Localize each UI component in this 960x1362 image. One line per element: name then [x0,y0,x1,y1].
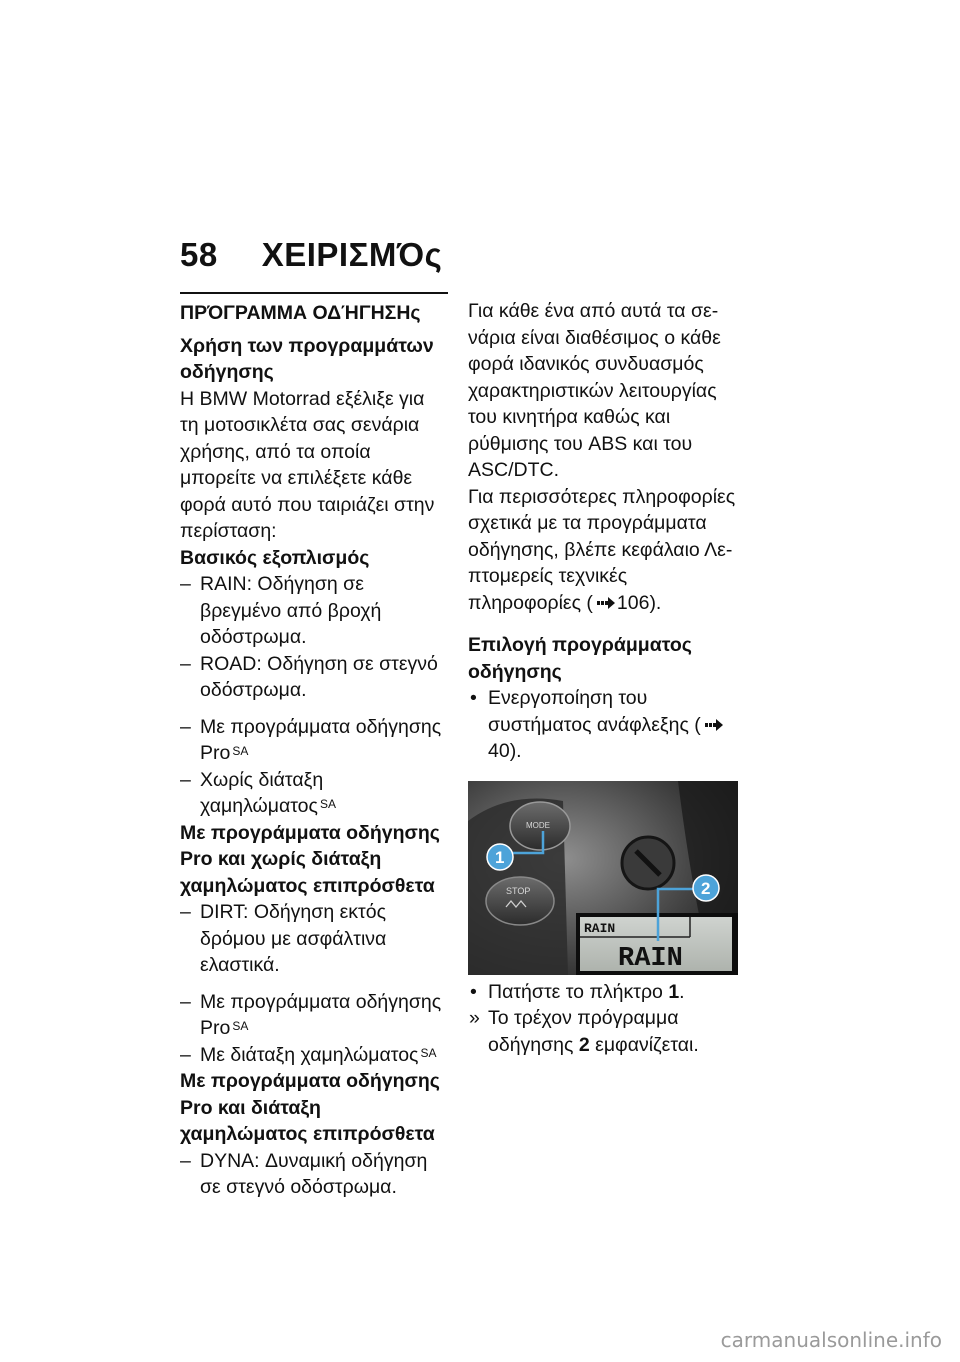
display-mode-large: RAIN [618,943,683,974]
left-column [180,292,448,1201]
step-ignition: • Ενεργοποίηση του συστήματος ανάφλεξης (40). [468,685,736,765]
section-title: ΠΡΌΓΡΑΜΜΑ ΟΔΉΓΗΣΗς [180,292,448,327]
handlebar-figure [468,781,738,975]
list-item-dirt: – DIRT: Οδήγηση εκτός δρόμου με ασφάλτινα ελαστικά. [180,899,448,979]
subhead-usage: Χρήση των προγραμμάτων οδήγησης [180,334,434,383]
page-ref-arrow-icon [705,719,723,731]
callout-2: 2 [701,878,711,898]
subhead-select-mode: Επιλογή προγράμματος οδήγησης [468,634,692,683]
page-ref-arrow-icon [597,597,615,609]
subhead-basic: Βασικός εξοπλισμός [180,546,370,569]
intro-paragraph: Η BMW Motorrad εξέλιξε για τη μοτοσικλέτα σας σενάρια χρήσης, από τα οποία μπορείτε να επιλέξετε κάθε φορά αυτό που ταιριάζει στην περίσταση: [180,387,435,542]
list-item-pro-2: – Με προγράμματα οδήγησης Pro $^{SA}$ [180,989,448,1042]
list-item-pro: – Με προγράμματα οδήγησης Pro $^{SA}$ [180,714,448,767]
list-item-no-lowering: – Χωρίς διάταξη χαμηλώματος $^{SA}$ [180,767,448,820]
display-mode-small: RAIN [584,920,616,936]
callout-1: 1 [495,847,505,867]
page-number: 58 [180,236,218,273]
list-item-dyna: – DYNA: Δυναμική οδήγηση σε στεγνό οδόστρωμα. [180,1148,448,1201]
scenario-paragraph: Για κάθε ένα από αυτά τα σενάρια είναι διαθέσιμος ο κάθε φορά ιδανικός συνδυασμός χαρακτηριστικών λειτουργίας του κινητήρα καθώς και ρύθμισης του ABS και του ASC/DTC. [468,300,721,481]
list-item-rain: – RAIN: Οδήγηση σε βρεγμένο από βροχή οδόστρωμα. [180,571,448,651]
handlebar-illustration [468,781,738,975]
subhead-pro-no-lowering: Με προγράμματα οδήγησης Pro και χωρίς διάταξη χαμηλώματος επιπρόσθετα [180,821,440,897]
stop-button-label: STOP [506,885,531,896]
list-item-road: – ROAD: Οδήγηση σε στεγνό οδόστρωμα. [180,651,448,704]
chapter-title: ΧΕΙΡΙΣΜΌς [261,236,443,273]
right-column [468,298,736,1058]
more-info-paragraph: Για περισσότερες πληροφορίες σχετικά με τα προγράμματα οδήγησης, βλέπε κεφάλαιο Λεπτομερείς τεχνικές πληροφορίες ( 106). [468,485,736,614]
subhead-pro-lowering: Με προγράμματα οδήγησης Pro και διάταξη χαμηλώματος επιπρόσθετα [180,1070,440,1145]
step-press-button: • Πατήστε το πλήκτρο 1. [468,979,736,1006]
mode-button-label: MODE [526,820,550,830]
page-header [180,236,442,274]
step-result: » Το τρέχον πρόγραμμα οδήγησης 2 εμφανίζεται. [468,1005,736,1058]
list-item-lowering: – Με διάταξη χαμηλώματος $^{SA}$ [180,1042,448,1069]
watermark: carmanualsonline.info [720,1328,942,1352]
